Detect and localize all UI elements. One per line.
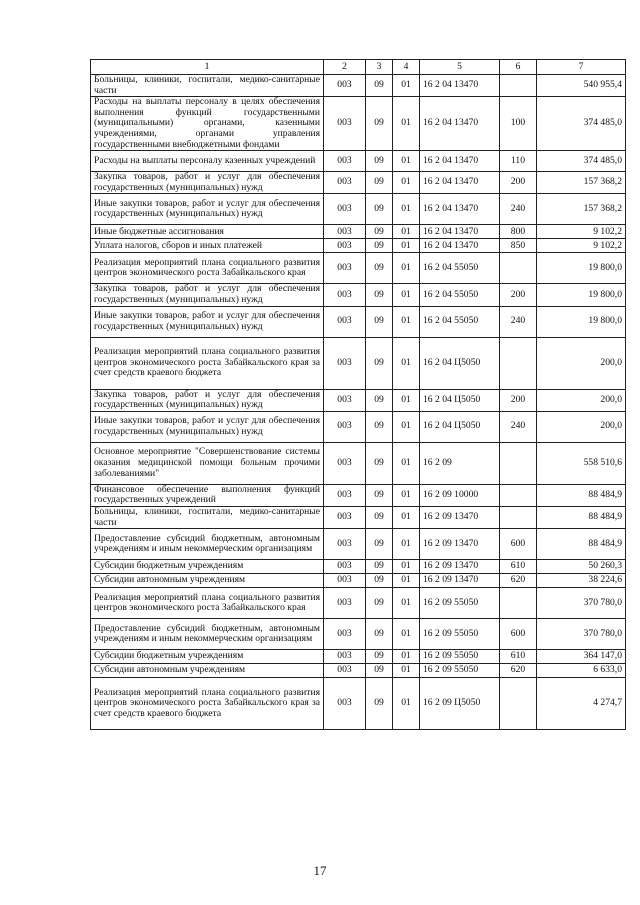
row-amount: 88 484,9 [537,506,626,528]
table-row [91,225,626,239]
row-amount: 19 800,0 [537,253,626,284]
row-expense-type: 200 [500,389,537,411]
row-expense-type [500,337,537,389]
row-name: Реализация мероприятий плана социального развития центров экономического роста Забайкальского края за счет средств краевого бюджета [91,337,324,389]
row-name: Реализация мероприятий плана социального развития центров экономического роста Забайкальского края [91,253,324,284]
row-target-article: 16 2 04 55050 [420,306,500,337]
budget-table [90,59,626,730]
row-name: Предоставление субсидий бюджетным, автономным учреждениям и иным некоммерческим организациям [91,619,324,650]
row-amount: 558 510,6 [537,442,626,484]
row-section: 09 [366,574,393,588]
table-row [91,151,626,172]
header-col-7: 7 [537,60,626,75]
table-row [91,411,626,442]
row-amount: 88 484,9 [537,484,626,506]
row-amount: 200,0 [537,337,626,389]
row-chapter: 003 [324,306,366,337]
row-amount: 88 484,9 [537,529,626,560]
row-target-article: 16 2 04 Ц5050 [420,337,500,389]
row-chapter: 003 [324,284,366,306]
row-section: 09 [366,588,393,619]
row-expense-type: 600 [500,529,537,560]
row-amount: 370 780,0 [537,619,626,650]
row-chapter: 003 [324,389,366,411]
row-target-article: 16 2 09 55050 [420,650,500,664]
row-chapter: 003 [324,442,366,484]
row-name: Субсидии автономным учреждениям [91,664,324,678]
row-section: 09 [366,678,393,730]
row-amount: 200,0 [537,389,626,411]
row-expense-type [500,253,537,284]
row-subsection: 01 [393,239,420,253]
row-expense-type: 100 [500,97,537,151]
table-row [91,574,626,588]
row-section: 09 [366,194,393,225]
row-amount: 370 780,0 [537,588,626,619]
row-subsection: 01 [393,306,420,337]
row-amount: 364 147,0 [537,650,626,664]
table-row [91,619,626,650]
row-expense-type: 240 [500,194,537,225]
row-target-article: 16 2 09 55050 [420,619,500,650]
row-subsection: 01 [393,75,420,97]
row-subsection: 01 [393,484,420,506]
row-expense-type: 200 [500,284,537,306]
row-target-article: 16 2 04 Ц5050 [420,389,500,411]
row-chapter: 003 [324,151,366,172]
row-name: Уплата налогов, сборов и иных платежей [91,239,324,253]
row-subsection: 01 [393,151,420,172]
row-target-article: 16 2 09 13470 [420,574,500,588]
table-row [91,389,626,411]
row-amount: 4 274,7 [537,678,626,730]
row-section: 09 [366,225,393,239]
row-subsection: 01 [393,253,420,284]
row-chapter: 003 [324,619,366,650]
row-name: Расходы на выплаты персоналу в целях обеспечения выполнения функций государственными (муниципальными) органами, казенными учреждениями, органами управления государственными внебюджетными фондами [91,97,324,151]
row-expense-type [500,588,537,619]
row-name: Больницы, клиники, госпитали, медико-санитарные части [91,506,324,528]
row-chapter: 003 [324,97,366,151]
row-subsection: 01 [393,650,420,664]
table-row [91,664,626,678]
row-expense-type: 610 [500,650,537,664]
row-name: Реализация мероприятий плана социального развития центров экономического роста Забайкальского края [91,588,324,619]
row-name: Расходы на выплаты персоналу казенных учреждений [91,151,324,172]
row-expense-type: 240 [500,306,537,337]
row-target-article: 16 2 04 13470 [420,239,500,253]
table-row [91,239,626,253]
row-target-article: 16 2 09 55050 [420,588,500,619]
row-amount: 540 955,4 [537,75,626,97]
row-target-article: 16 2 09 13470 [420,506,500,528]
row-section: 09 [366,151,393,172]
table-row [91,529,626,560]
row-target-article: 16 2 04 Ц5050 [420,411,500,442]
row-subsection: 01 [393,284,420,306]
row-target-article: 16 2 09 [420,442,500,484]
row-expense-type: 240 [500,411,537,442]
row-amount: 374 485,0 [537,97,626,151]
row-expense-type: 850 [500,239,537,253]
row-target-article: 16 2 09 13470 [420,529,500,560]
row-subsection: 01 [393,337,420,389]
row-chapter: 003 [324,484,366,506]
row-name: Больницы, клиники, госпитали, медико-санитарные части [91,75,324,97]
table-row [91,484,626,506]
row-target-article: 16 2 04 13470 [420,151,500,172]
table-row [91,678,626,730]
header-col-4: 4 [393,60,420,75]
table-row [91,253,626,284]
row-target-article: 16 2 04 13470 [420,75,500,97]
row-amount: 157 368,2 [537,172,626,194]
table-row [91,172,626,194]
row-section: 09 [366,389,393,411]
row-target-article: 16 2 04 13470 [420,194,500,225]
header-col-3: 3 [366,60,393,75]
row-subsection: 01 [393,97,420,151]
row-target-article: 16 2 04 55050 [420,284,500,306]
row-name: Закупка товаров, работ и услуг для обеспечения государственных (муниципальных) нужд [91,389,324,411]
row-section: 09 [366,172,393,194]
row-chapter: 003 [324,506,366,528]
row-chapter: 003 [324,253,366,284]
row-section: 09 [366,442,393,484]
table-row [91,442,626,484]
table-row [91,588,626,619]
row-chapter: 003 [324,560,366,574]
row-target-article: 16 2 04 13470 [420,97,500,151]
row-section: 09 [366,337,393,389]
row-expense-type [500,75,537,97]
row-amount: 9 102,2 [537,239,626,253]
row-section: 09 [366,75,393,97]
row-section: 09 [366,650,393,664]
row-target-article: 16 2 09 Ц5050 [420,678,500,730]
row-name: Финансовое обеспечение выполнения функций государственных учреждений [91,484,324,506]
row-target-article: 16 2 09 13470 [420,560,500,574]
row-chapter: 003 [324,337,366,389]
row-amount: 50 260,3 [537,560,626,574]
row-amount: 374 485,0 [537,151,626,172]
header-col-5: 5 [420,60,500,75]
row-subsection: 01 [393,619,420,650]
table-row [91,194,626,225]
table-row [91,506,626,528]
row-expense-type: 110 [500,151,537,172]
row-chapter: 003 [324,588,366,619]
row-expense-type [500,506,537,528]
row-chapter: 003 [324,194,366,225]
row-section: 09 [366,97,393,151]
row-name: Субсидии бюджетным учреждениям [91,560,324,574]
row-chapter: 003 [324,678,366,730]
row-subsection: 01 [393,172,420,194]
row-section: 09 [366,253,393,284]
row-chapter: 003 [324,529,366,560]
row-subsection: 01 [393,506,420,528]
row-subsection: 01 [393,389,420,411]
row-subsection: 01 [393,560,420,574]
header-col-6: 6 [500,60,537,75]
row-section: 09 [366,664,393,678]
header-col-1: 1 [91,60,324,75]
row-expense-type [500,442,537,484]
row-chapter: 003 [324,650,366,664]
row-amount: 157 368,2 [537,194,626,225]
row-name: Субсидии бюджетным учреждениям [91,650,324,664]
row-expense-type: 610 [500,560,537,574]
row-expense-type [500,484,537,506]
row-section: 09 [366,306,393,337]
row-name: Иные бюджетные ассигнования [91,225,324,239]
row-target-article: 16 2 04 13470 [420,225,500,239]
row-expense-type [500,678,537,730]
row-section: 09 [366,529,393,560]
page-number: 17 [313,863,327,878]
header-col-2: 2 [324,60,366,75]
row-chapter: 003 [324,239,366,253]
row-subsection: 01 [393,411,420,442]
row-target-article: 16 2 09 10000 [420,484,500,506]
row-section: 09 [366,484,393,506]
row-chapter: 003 [324,225,366,239]
row-name: Закупка товаров, работ и услуг для обеспечения государственных (муниципальных) нужд [91,172,324,194]
table-row [91,337,626,389]
row-name: Основное мероприятие "Совершенствование системы оказания медицинской помощи больным прочими заболеваниями" [91,442,324,484]
row-subsection: 01 [393,678,420,730]
row-section: 09 [366,239,393,253]
row-chapter: 003 [324,664,366,678]
row-section: 09 [366,411,393,442]
row-subsection: 01 [393,225,420,239]
table-row [91,560,626,574]
row-expense-type: 620 [500,574,537,588]
row-name: Иные закупки товаров, работ и услуг для обеспечения государственных (муниципальных) нужд [91,306,324,337]
row-target-article: 16 2 04 13470 [420,172,500,194]
header-row [91,60,626,75]
row-section: 09 [366,560,393,574]
row-name: Предоставление субсидий бюджетным, автономным учреждениям и иным некоммерческим организациям [91,529,324,560]
row-chapter: 003 [324,172,366,194]
row-amount: 38 224,6 [537,574,626,588]
row-section: 09 [366,284,393,306]
row-expense-type: 600 [500,619,537,650]
row-expense-type: 800 [500,225,537,239]
row-subsection: 01 [393,529,420,560]
row-target-article: 16 2 09 55050 [420,664,500,678]
row-subsection: 01 [393,442,420,484]
row-section: 09 [366,619,393,650]
row-chapter: 003 [324,75,366,97]
row-section: 09 [366,506,393,528]
table-row [91,75,626,97]
row-name: Субсидии автономным учреждениям [91,574,324,588]
row-subsection: 01 [393,194,420,225]
row-amount: 6 633,0 [537,664,626,678]
row-target-article: 16 2 04 55050 [420,253,500,284]
row-expense-type: 200 [500,172,537,194]
row-chapter: 003 [324,411,366,442]
row-subsection: 01 [393,664,420,678]
table-row [91,650,626,664]
row-name: Реализация мероприятий плана социального развития центров экономического роста Забайкальского края за счет средств краевого бюджета [91,678,324,730]
row-subsection: 01 [393,574,420,588]
row-amount: 19 800,0 [537,306,626,337]
row-expense-type: 620 [500,664,537,678]
row-amount: 9 102,2 [537,225,626,239]
row-amount: 200,0 [537,411,626,442]
row-name: Иные закупки товаров, работ и услуг для обеспечения государственных (муниципальных) нужд [91,194,324,225]
table-row [91,284,626,306]
row-name: Закупка товаров, работ и услуг для обеспечения государственных (муниципальных) нужд [91,284,324,306]
table-row [91,306,626,337]
row-amount: 19 800,0 [537,284,626,306]
row-name: Иные закупки товаров, работ и услуг для обеспечения государственных (муниципальных) нужд [91,411,324,442]
row-chapter: 003 [324,574,366,588]
row-subsection: 01 [393,588,420,619]
table-row [91,97,626,151]
